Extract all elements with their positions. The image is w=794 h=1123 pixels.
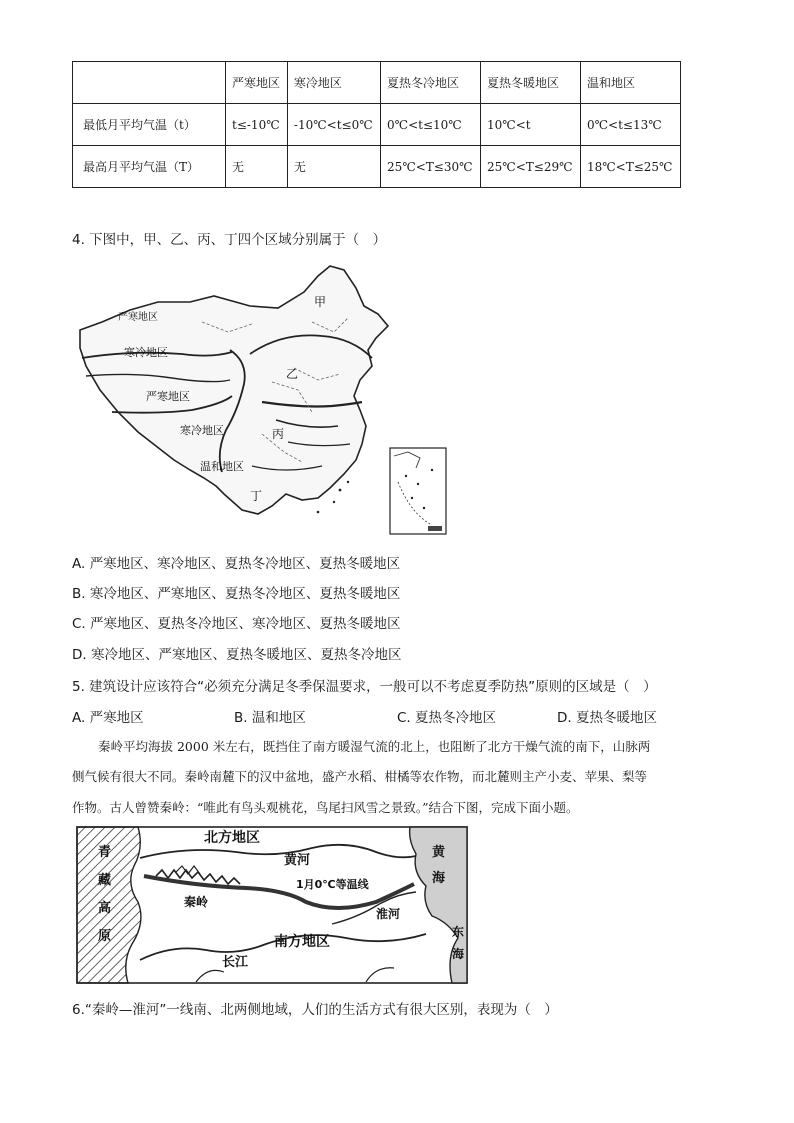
- label-yellow-sea-1: 黄: [432, 845, 446, 860]
- china-climate-zone-map: [72, 262, 452, 538]
- table-cell: 25℃<T≤30℃: [381, 146, 481, 188]
- map-label-cold-top: 寒冷地区: [124, 346, 168, 359]
- label-east-sea-1: 东: [452, 925, 465, 939]
- q5-option-a[interactable]: A. 严寒地区: [72, 710, 144, 726]
- label-huai-river: 淮河: [376, 907, 401, 921]
- table-cell: -10℃<t≤0℃: [287, 104, 380, 146]
- label-yellow-river: 黄河: [284, 853, 311, 868]
- map-label-ding: 丁: [250, 489, 263, 503]
- passage-line: 侧气候有很大不同。秦岭南麓下的汉中盆地，盛产水稻、柑橘等农作物，而北麓则主产小麦、苹果、梨等: [72, 769, 648, 784]
- label-qinling: 秦岭: [184, 895, 209, 909]
- table-header-cell: [73, 62, 226, 104]
- label-east-sea-2: 海: [452, 947, 465, 961]
- table-cell: 无: [226, 146, 288, 188]
- map-label-yi: 乙: [286, 367, 299, 381]
- map-label-severe-top: 严寒地区: [118, 312, 158, 323]
- table-cell: 0℃<t≤13℃: [580, 104, 680, 146]
- table-header-cell: 夏热冬冷地区: [381, 62, 481, 104]
- table-header-row: [73, 62, 681, 104]
- q4-option-b[interactable]: B. 寒冷地区、严寒地区、夏热冬冷地区、夏热冬暖地区: [72, 586, 401, 602]
- passage-line: 作物。古人曾赞秦岭：“唯此有鸟头观桃花，鸟尾扫风雪之景致。”结合下图，完成下面小题。: [72, 800, 579, 815]
- table-cell: 最高月平均气温（T）: [73, 146, 226, 188]
- label-yellow-sea-2: 海: [432, 871, 446, 886]
- map-label-mild: 温和地区: [200, 460, 244, 473]
- q5-option-b[interactable]: B. 温和地区: [234, 710, 306, 726]
- q4-option-d[interactable]: D. 寒冷地区、严寒地区、夏热冬暖地区、夏热冬冷地区: [72, 647, 402, 663]
- label-south: 南方地区: [274, 934, 330, 950]
- climate-zone-table: [72, 61, 681, 188]
- south-china-sea-inset: [390, 448, 446, 534]
- question-4-stem: 4. 下图中，甲、乙、丙、丁四个区域分别属于（ ）: [72, 232, 387, 248]
- label-yangtze: 长江: [222, 955, 249, 970]
- map-label-jia: 甲: [314, 295, 327, 309]
- q4-option-c[interactable]: C. 严寒地区、夏热冬冷地区、寒冷地区、夏热冬暖地区: [72, 616, 401, 632]
- map-label-severe-mid: 严寒地区: [146, 390, 190, 403]
- qinling-huaihe-map: [76, 826, 468, 984]
- table-cell: t≤-10℃: [226, 104, 288, 146]
- table-cell: 10℃<t: [481, 104, 581, 146]
- table-cell: 最低月平均气温（t）: [73, 104, 226, 146]
- map-label-cold-mid: 寒冷地区: [180, 424, 224, 437]
- table-header-cell: 温和地区: [580, 62, 680, 104]
- label-north: 北方地区: [204, 830, 260, 846]
- label-isotherm: 1月0℃等温线: [296, 878, 369, 891]
- map-label-bing: 丙: [272, 427, 285, 441]
- q4-option-a[interactable]: A. 严寒地区、寒冷地区、夏热冬冷地区、夏热冬暖地区: [72, 556, 401, 572]
- table-header-cell: 严寒地区: [226, 62, 288, 104]
- passage-line: 秦岭平均海拔 2000 米左右，既挡住了南方暖湿气流的北上，也阻断了北方干燥气流的南下，山脉两: [98, 739, 651, 754]
- question-6-stem: 6.“秦岭—淮河”一线南、北两侧地域，人们的生活方式有很大区别，表现为（ ）: [72, 1002, 558, 1018]
- label-plateau-1: 青: [98, 845, 112, 860]
- label-plateau-2: 藏: [98, 873, 112, 888]
- table-header-cell: 夏热冬暖地区: [481, 62, 581, 104]
- table-cell: 0℃<t≤10℃: [381, 104, 481, 146]
- table-cell: 无: [287, 146, 380, 188]
- q5-option-d[interactable]: D. 夏热冬暖地区: [557, 710, 657, 726]
- question-5-stem: 5. 建筑设计应该符合“必须充分满足冬季保温要求，一般可以不考虑夏季防热”原则的区域是（ ）: [72, 679, 657, 695]
- table-cell: 18℃<T≤25℃: [580, 146, 680, 188]
- label-plateau-3: 高: [98, 901, 112, 916]
- label-plateau-4: 原: [98, 929, 112, 944]
- table-row: [73, 146, 681, 188]
- q5-option-c[interactable]: C. 夏热冬冷地区: [397, 710, 497, 726]
- table-row: [73, 104, 681, 146]
- table-header-cell: 寒冷地区: [287, 62, 380, 104]
- table-cell: 25℃<T≤29℃: [481, 146, 581, 188]
- china-outline: [80, 266, 388, 514]
